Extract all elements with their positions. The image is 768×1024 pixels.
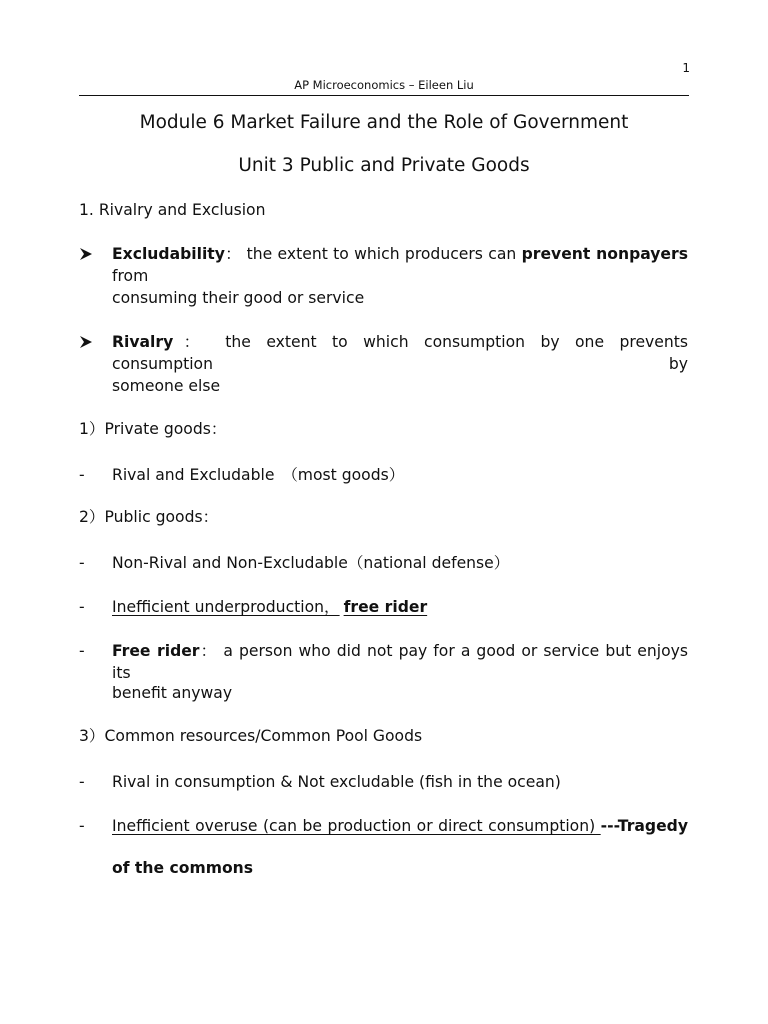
module-title: Module 6 Market Failure and the Role of Government	[139, 112, 629, 133]
rivalry-definition	[112, 331, 688, 375]
dash-marker: -	[79, 773, 85, 791]
excludability-continuation: consuming their good or service	[112, 289, 365, 307]
excludability-text-after: from	[112, 267, 149, 285]
common-resources-bullet-2	[112, 815, 688, 837]
arrow-bullet-icon	[79, 331, 93, 353]
running-header: AP Microeconomics – Eileen Liu	[294, 78, 474, 92]
free-rider-colon: ：	[199, 642, 218, 660]
public-goods-bullet-1: Non-Rival and Non-Excludable（national defense）	[112, 554, 510, 572]
arrow-bullet-icon	[79, 243, 93, 265]
free-rider-continuation: benefit anyway	[112, 684, 233, 702]
free-rider-text: a person who did not pay for a good or service but enjoys its	[112, 642, 688, 682]
underproduction-text: Inefficient underproduction，	[112, 598, 340, 616]
free-rider-term: Free rider	[112, 642, 200, 660]
rivalry-text: the extent to which consumption by one prevents consumption by	[112, 333, 688, 373]
public-goods-heading: 2）Public goods：	[79, 508, 219, 526]
excludability-emphasis: prevent nonpayers	[521, 245, 688, 263]
unit-title: Unit 3 Public and Private Goods	[238, 155, 530, 176]
dash-marker: -	[79, 554, 85, 572]
private-goods-bullet: Rival and Excludable （most goods）	[112, 466, 405, 484]
common-resources-heading: 3）Common resources/Common Pool Goods	[79, 727, 423, 745]
public-goods-bullet-2	[112, 596, 427, 618]
dash-marker: -	[79, 598, 85, 616]
rivalry-colon: ：	[173, 333, 210, 351]
dash-marker: -	[79, 817, 85, 835]
rivalry-term: Rivalry	[112, 333, 174, 351]
free-rider-definition	[112, 640, 688, 684]
excludability-text-before: the extent to which producers can	[246, 245, 522, 263]
tragedy-continuation: of the commons	[112, 859, 254, 877]
private-goods-heading: 1）Private goods：	[79, 420, 227, 438]
page-number: 1	[682, 61, 690, 75]
common-resources-bullet-1: Rival in consumption & Not excludable (fish in the ocean)	[112, 773, 561, 791]
excludability-term: Excludability	[112, 245, 225, 263]
rivalry-continuation: someone else	[112, 377, 221, 395]
dash-marker: -	[79, 642, 85, 660]
free-rider-highlight: free rider	[343, 598, 428, 616]
excludability-definition	[112, 243, 688, 287]
header-rule	[79, 95, 689, 96]
section-heading: 1. Rivalry and Exclusion	[79, 201, 266, 219]
overuse-text: Inefficient overuse (can be production or direct consumption)	[112, 817, 601, 835]
tragedy-text: ---Tragedy	[600, 817, 688, 835]
excludability-colon: ：	[224, 245, 242, 263]
dash-marker: -	[79, 466, 85, 484]
